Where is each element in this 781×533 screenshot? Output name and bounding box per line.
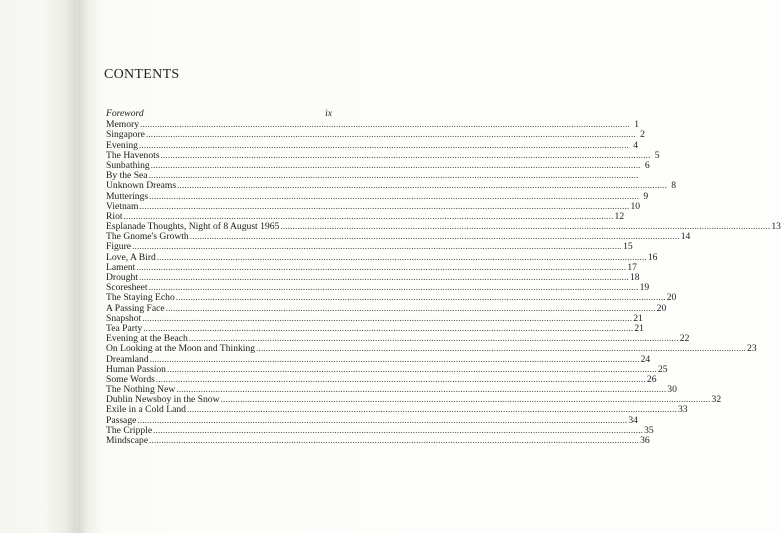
toc-entry-page: 24: [640, 353, 651, 365]
toc-entry: [106, 272, 640, 283]
dot-leader: ........................................................................................................................................................................................................: [138, 272, 629, 282]
dot-leader: ........................................................................................................................................................................................................: [177, 180, 668, 191]
toc-entry: [106, 404, 688, 416]
dot-leader: ........................................................................................................................................................................................................: [132, 241, 623, 252]
toc-entry-page: 10: [630, 200, 641, 212]
toc-entry-title: Love, A Bird: [106, 251, 156, 263]
toc-entry-title: Snapshot: [106, 312, 142, 324]
toc-entry: [106, 139, 638, 151]
toc-entry: [106, 221, 781, 233]
toc-entry: [106, 312, 643, 324]
toc-entry: [106, 231, 691, 243]
toc-entry-title: The Nothing New: [106, 384, 176, 396]
toc-entry-page: 16: [647, 251, 658, 263]
toc-entry-page: 20: [656, 302, 667, 314]
toc-entry-title: Scoresheet: [106, 282, 148, 294]
dot-leader: ........................................................................................................................................................................................................: [156, 251, 647, 262]
toc-entry-page: 18: [629, 272, 640, 283]
toc-entry-page: 21: [633, 312, 643, 324]
toc-entry-title: Human Passion: [106, 363, 166, 375]
toc-entry: [106, 322, 644, 334]
dot-leader: ........................................................................................................................................................................................................: [160, 149, 651, 160]
toc-entry: [106, 333, 690, 345]
dot-leader: ........................................................................................................................................................................................................: [148, 282, 639, 293]
toc-entry: [106, 353, 651, 365]
toc-entry-page: 21: [634, 322, 644, 334]
dot-leader: ........................................................................................................................................................................................................: [155, 373, 646, 384]
toc-entry-title: Lament: [106, 261, 136, 273]
dot-leader: ........................................................................................................................................................................................................: [256, 343, 747, 354]
toc-entry: [106, 282, 650, 294]
toc-entry-title: The Cripple: [106, 424, 153, 436]
toc-entry-page: 32: [711, 394, 722, 406]
toc-entry-page: 1: [634, 119, 640, 131]
toc-entry: [106, 373, 657, 385]
toc-entry: [106, 292, 677, 304]
toc-entry-page: 15: [623, 241, 633, 253]
dot-leader: ........................................................................................................................................................................................................: [149, 353, 640, 364]
dot-leader: ........................................................................................................................................................................................................: [142, 312, 633, 323]
toc-entry-title: A Passing Face: [106, 302, 165, 314]
toc-entry-title: Some Words: [106, 373, 155, 385]
table-of-contents: [106, 108, 781, 446]
dot-leader: ........................................................................................................................................................................................................: [220, 394, 711, 405]
dot-leader: ........................................................................................................................................................................................................: [188, 333, 679, 344]
toc-entry-title: Riot: [106, 210, 123, 222]
toc-entry: [106, 414, 638, 426]
toc-entry: [106, 435, 650, 446]
toc-entry-title: Esplanade Thoughts, Night of 8 August 1965: [106, 221, 280, 233]
facing-page: [0, 0, 80, 533]
toc-entry: [106, 129, 645, 141]
dot-leader: ........................................................................................................................................................................................................: [176, 384, 667, 395]
toc-entry-title: Drought: [106, 272, 138, 283]
dot-leader: ........................................................................................................................................................................................................: [186, 404, 677, 415]
toc-entry-title: The Havenots: [106, 149, 160, 161]
dot-leader: ........................................................................................................................................................................................................: [145, 129, 636, 140]
toc-entry-page: ix: [325, 108, 332, 119]
dot-leader: ........................................................................................................................................................................................................: [189, 231, 680, 242]
dot-leader: ........................................................................................................................................................................................................: [149, 190, 640, 201]
toc-entry: [106, 302, 667, 314]
toc-entry-page: 34: [628, 414, 638, 426]
toc-entry-page: 13: [771, 221, 781, 233]
toc-entry-page: 20: [666, 292, 677, 304]
toc-entry-page: 35: [644, 424, 654, 436]
toc-entry-page: 36: [640, 435, 650, 446]
dot-leader: ........................................................................................................................................................................................................: [143, 322, 634, 333]
toc-entry-page: 33: [677, 404, 688, 416]
toc-entry-page: 23: [747, 343, 757, 355]
toc-entry-title: Passage: [106, 414, 137, 426]
toc-entry-title: Unknown Dreams: [106, 180, 177, 192]
dot-leader: ........................................................................................................................................................................................................: [139, 200, 630, 211]
toc-entry-title: The Gnome's Growth: [106, 231, 189, 243]
dot-leader: ........................................................................................................................................................................................................: [175, 292, 666, 303]
toc-entry-page: 5: [654, 149, 660, 161]
toc-entry: [106, 261, 637, 273]
dot-leader: ........................................................................................................................................................................................................: [149, 435, 640, 445]
toc-entry-title: Evening: [106, 139, 138, 151]
toc-entry-title: Sunbathing: [106, 159, 150, 171]
dot-leader: ........................................................................................................................................................................................................: [153, 424, 644, 435]
toc-entry: [106, 180, 677, 192]
toc-entry-page: 17: [627, 261, 637, 273]
toc-entry-page: 26: [646, 373, 657, 385]
toc-entry-title: Vietnam: [106, 200, 139, 212]
toc-entry: [106, 200, 641, 212]
toc-entry: [106, 424, 654, 436]
toc-entry-title: Memory: [106, 119, 140, 131]
toc-entry-title: Singapore: [106, 129, 145, 141]
toc-entry: [106, 190, 649, 202]
toc-entry: [106, 109, 332, 119]
toc-entry: [106, 251, 658, 263]
toc-entry-page: 4: [633, 139, 638, 151]
toc-entry-title: By the Sea: [106, 170, 148, 182]
toc-entry-title: The Staying Echo: [106, 292, 175, 304]
dot-leader: ........................................................................................................................................................................................................: [138, 139, 629, 150]
toc-entry: [106, 363, 668, 375]
toc-entry-title: Figure: [106, 241, 132, 253]
toc-entry-title: Exile in a Cold Land: [106, 404, 186, 416]
toc-entry-page: 12: [614, 210, 625, 222]
dot-leader: ........................................................................................................................................................................................................: [148, 170, 639, 181]
toc-entry-title: Tea Party: [106, 322, 143, 334]
dot-leader: ........................................................................................................................................................................................................: [165, 302, 656, 313]
toc-entry: [106, 149, 660, 161]
dot-leader: ........................................................................................................................................................................................................: [137, 414, 628, 425]
contents-heading: CONTENTS: [104, 67, 180, 82]
dot-leader: ........................................................................................................................................................................................................: [280, 221, 771, 232]
toc-entry-page: 30: [667, 384, 677, 396]
toc-entry: [106, 170, 639, 182]
toc-entry-title: Evening at the Beach: [106, 333, 188, 345]
toc-entry: [106, 159, 650, 171]
toc-entry: [106, 241, 633, 253]
dot-leader: ........................................................................................................................................................................................................: [150, 159, 641, 170]
toc-entry: [106, 394, 722, 406]
toc-entry-title: Mutterings: [106, 190, 149, 202]
toc-entry-page: 25: [657, 363, 668, 375]
toc-entry: [106, 119, 640, 131]
dot-leader: ........................................................................................................................................................................................................: [166, 363, 657, 374]
toc-entry-title: Mindscape: [106, 435, 149, 446]
dot-leader: ........................................................................................................................................................................................................: [136, 261, 627, 272]
toc-entry-page: 19: [639, 282, 650, 294]
toc-entry-title: Foreword: [106, 108, 144, 119]
toc-entry-title: Dreamland: [106, 353, 149, 365]
toc-entry-page: 6: [644, 159, 650, 171]
toc-entry-page: 8: [671, 180, 677, 192]
toc-entry: [106, 210, 625, 222]
toc-entry-title: Dublin Newsboy in the Snow: [106, 394, 220, 406]
toc-entry-page: 22: [679, 333, 690, 345]
toc-entry: [106, 343, 757, 355]
dot-leader: ........................................................................................................................................................................................................: [140, 119, 631, 130]
toc-entry: [106, 384, 677, 396]
toc-entry-page: 2: [640, 129, 645, 141]
toc-entry-title: On Looking at the Moon and Thinking: [106, 343, 256, 355]
toc-entry-page: 14: [680, 231, 691, 243]
dot-leader: ........................................................................................................................................................................................................: [123, 210, 614, 221]
toc-entry-page: 9: [643, 190, 649, 202]
